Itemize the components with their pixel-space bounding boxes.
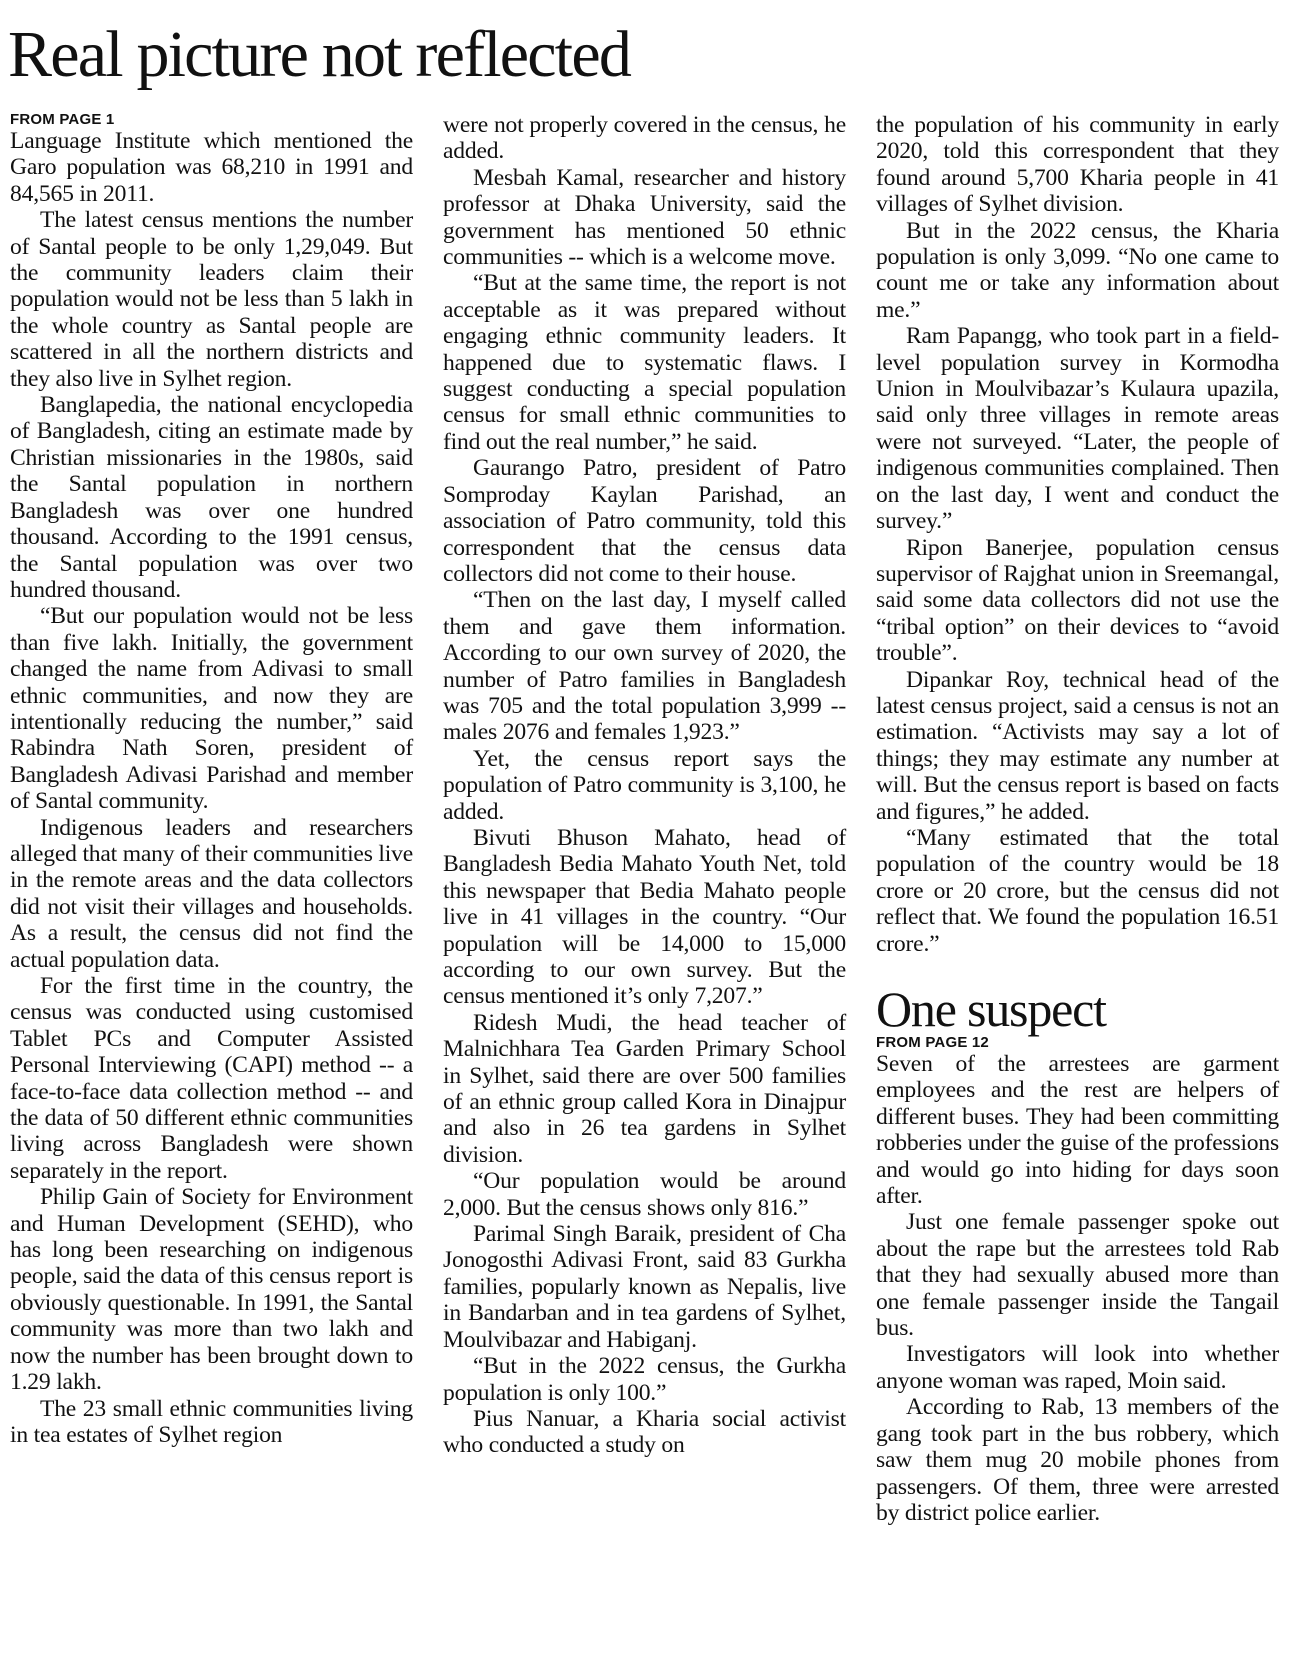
paragraph: Investigators will look into whether anyone woman was raped, Moin said. [876, 1341, 1279, 1394]
second-article-kicker: FROM PAGE 12 [876, 1034, 989, 1051]
article-column-2 [443, 112, 846, 1459]
paragraph: “But our population would not be less than five lakh. Initially, the government changed the name from Adivasi to small ethnic communities, and now they are intentionally reducing the number,” said Rabindra Nath Soren, president of Bangladesh Adivasi Parishad and member of Santal community. [10, 603, 413, 815]
paragraph: Dipankar Roy, technical head of the latest census project, said a census is not an estimation. “Activists may say a lot of things; they may estimate any number at will. But the census report is based on facts and figures,” he added. [876, 666, 1279, 825]
paragraph: “Many estimated that the total population of the country would be 18 crore or 20 crore, but the census did not reflect that. We found the population 16.51 crore.” [876, 824, 1279, 957]
paragraph: Seven of the arrestees are garment employees and the rest are helpers of different buses. They had been committing robberies under the guise of the professions and would go into hiding for days soon after. [876, 1051, 1279, 1210]
paragraph: The 23 small ethnic communities living in tea estates of Sylhet region [10, 1395, 413, 1448]
paragraph: “But at the same time, the report is not acceptable as it was prepared without engaging ethnic community leaders. It happened due to systematic flaws. I suggest conducting a special population census for small ethnic communities to find out the real number,” he said. [443, 270, 846, 455]
paragraph: the population of his community in early 2020, told this correspondent that they found around 5,700 Kharia people in 41 villages of Sylhet division. [876, 112, 1279, 218]
paragraph: “But in the 2022 census, the Gurkha population is only 100.” [443, 1353, 846, 1406]
paragraph: Bivuti Bhuson Mahato, head of Bangladesh Bedia Mahato Youth Net, told this newspaper that Bedia Mahato people live in 41 villages in the country. “Our population will be 14,000 to 15,000 according to our own survey. But the census mentioned it’s only 7,207.” [443, 824, 846, 1010]
paragraph: Yet, the census report says the population of Patro community is 3,100, he added. [443, 745, 846, 825]
paragraph: Gaurango Patro, president of Patro Somproday Kaylan Parishad, an association of Patro community, told this correspondent that the census data collectors did not come to their house. [443, 455, 846, 587]
paragraph: The latest census mentions the number of Santal people to be only 1,29,049. But the community leaders claim their population would not be less than 5 lakh in the whole country as Santal people are scattered in all the northern districts and they also live in Sylhet region. [10, 207, 413, 392]
paragraph: Parimal Singh Baraik, president of Cha Jonogosthi Adivasi Front, said 83 Gurkha families, popularly known as Nepalis, live in Bandarban and in tea gardens of Sylhet, Moulvibazar and Habiganj. [443, 1221, 846, 1353]
paragraph: Language Institute which mentioned the Garo population was 68,210 in 1991 and 84,565 in 2011. [10, 128, 413, 207]
paragraph: Ripon Banerjee, population census supervisor of Rajghat union in Sreemangal, said some data collectors did not use the “tribal option” on their devices to “avoid trouble”. [876, 534, 1279, 667]
headline: Real picture not reflected [8, 18, 631, 91]
paragraph: Indigenous leaders and researchers alleged that many of their communities live in the remote areas and the data collectors did not visit their villages and households. As a result, the census did not find the actual population data. [10, 814, 413, 973]
article-column-1 [10, 112, 413, 1448]
paragraph: “Our population would be around 2,000. But the census shows only 816.” [443, 1168, 846, 1221]
paragraph: For the first time in the country, the census was conducted using customised Tablet PCs and Computer Assisted Personal Interviewing (CAPI) method -- a face-to-face data collection method -- and the data of 50 different ethnic communities living across Bangladesh were shown separately in the report. [10, 973, 413, 1184]
paragraph: But in the 2022 census, the Kharia population is only 3,099. “No one came to count me or take any information about me.” [876, 217, 1279, 323]
paragraph: were not properly covered in the census, he added. [443, 112, 846, 165]
paragraph: Philip Gain of Society for Environment and Human Development (SEHD), who has long been researching on indigenous people, said the data of this census report is obviously questionable. In 1991, the Santal community was more than two lakh and now the number has been brought down to 1.29 lakh. [10, 1184, 413, 1396]
paragraph: Ram Papangg, who took part in a field-level population survey in Kormodha Union in Moulvibazar’s Kulaura upazila, said only three villages in remote areas were not surveyed. “Later, the people of indigenous communities complained. Then on the last day, I went and conduct the survey.” [876, 323, 1279, 535]
second-article-headline: One suspect [876, 981, 1106, 1037]
paragraph: According to Rab, 13 members of the gang took part in the bus robbery, which saw them mug 20 mobile phones from passengers. Of them, three were arrested by district police earlier. [876, 1394, 1279, 1526]
paragraph: Banglapedia, the national encyclopedia of Bangladesh, citing an estimate made by Christian missionaries in the 1980s, said the Santal population in northern Bangladesh was over one hundred thousand. According to the 1991 census, the Santal population was over two hundred thousand. [10, 392, 413, 603]
paragraph: Just one female passenger spoke out about the rape but the arrestees told Rab that they had sexually abused more than one female passenger inside the Tangail bus. [876, 1209, 1279, 1342]
paragraph: Ridesh Mudi, the head teacher of Malnichhara Tea Garden Primary School in Sylhet, said there are over 500 families of an ethnic group called Kora in Dinajpur and also in 26 tea gardens in Sylhet division. [443, 1009, 846, 1168]
article-column-3 [876, 112, 1279, 1526]
continuation-kicker: FROM PAGE 1 [10, 111, 115, 128]
paragraph: Pius Nanuar, a Kharia social activist who conducted a study on [443, 1405, 846, 1459]
paragraph: “Then on the last day, I myself called them and gave them information. According to our own survey of 2020, the number of Patro families in Bangladesh was 705 and the total population 3,999 -- males 2076 and females 1,923.” [443, 587, 846, 746]
paragraph: Mesbah Kamal, researcher and history professor at Dhaka University, said the government has mentioned 50 ethnic communities -- which is a welcome move. [443, 164, 846, 271]
